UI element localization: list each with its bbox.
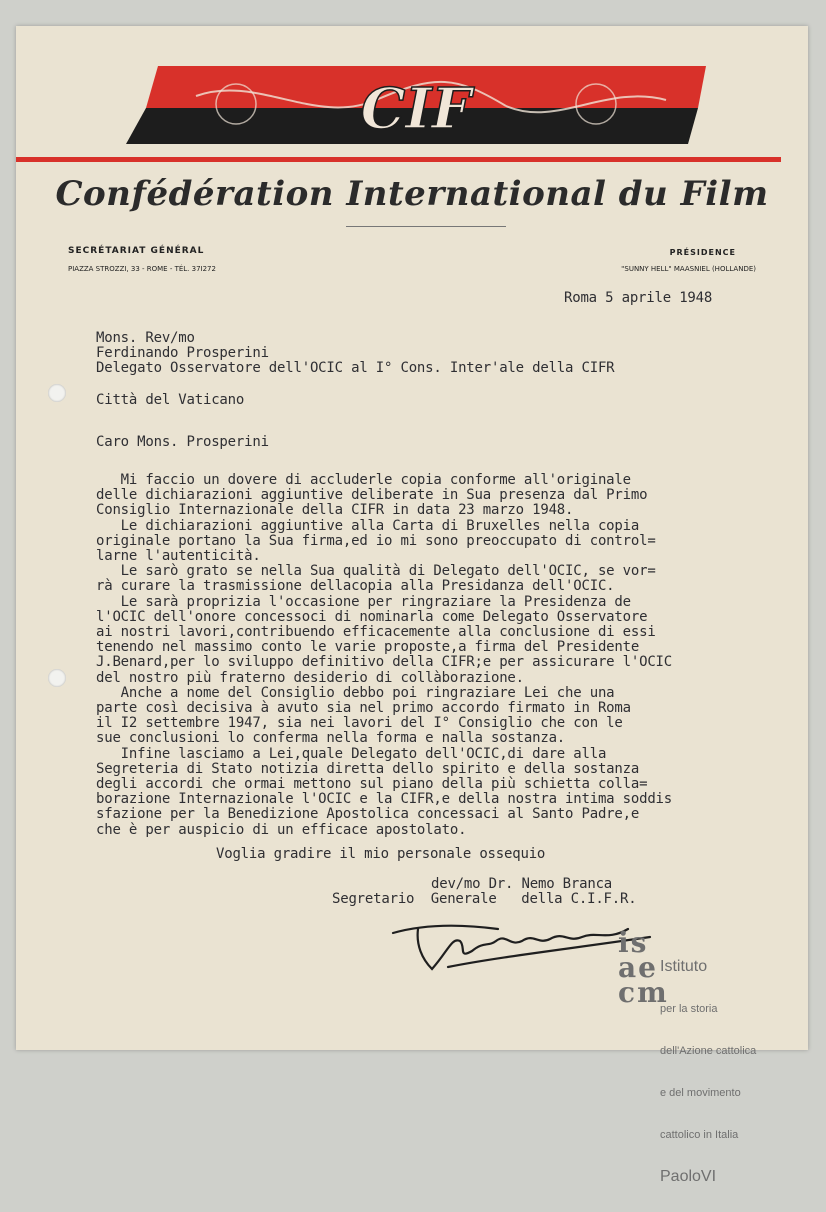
secretariat-address: PIAZZA STROZZI, 33 - ROME - TÉL. 37I272 <box>68 265 216 273</box>
punch-hole <box>48 669 66 687</box>
letterhead-rule <box>16 157 781 162</box>
body-line: rà curare la trasmissione dellacopia alla Presidanza dell'OCIC. <box>96 578 615 595</box>
body-line: Consiglio Internazionale della CIFR in data 23 marzo 1948. <box>96 502 574 519</box>
body-line: Segreteria di Stato notizia diretta dello spirito e della sostanza <box>96 760 640 777</box>
logo-text: CIF <box>360 76 472 142</box>
body-line: parte così decisiva à avuto sia nel primo accordo firmato in Roma <box>96 700 631 716</box>
body-line: degli accordi che ormai mettono sul piano della più schietta colla= <box>96 776 648 792</box>
signer-title: Segretario Generale della C.I.F.R. <box>332 891 637 907</box>
archive-watermark <box>618 926 768 1185</box>
body-line: il I2 settembre 1947, sia nei lavori del I° Consiglio che con le <box>96 715 623 732</box>
letter-date: Roma 5 aprile 1948 <box>564 290 713 306</box>
letter-sheet <box>16 26 808 1185</box>
body-line: borazione Internazionale l'OCIC e la CIFR,e della nostra intima soddis <box>96 791 673 808</box>
stamp-text: Istituto per la storia dell'Azione cattolica e del movimento cattolico in Italia PaoloVI <box>660 958 757 1185</box>
body-line: sfazione per la Benedizione Apostolica concessaci al Santo Padre,e <box>96 806 640 823</box>
organization-name: Confédération International du Film <box>55 174 769 214</box>
recipient-line: Mons. Rev/mo <box>96 330 195 346</box>
body-line: ai nostri lavori,contribuendo efficacemente alla conclusione di essi <box>96 624 656 640</box>
cif-logo-banner <box>126 66 706 146</box>
punch-hole <box>48 384 66 402</box>
body-line: l'OCIC dell'onore concessoci di nominarla come Delegato Osservatore <box>96 608 648 625</box>
signer-name: dev/mo Dr. Nemo Branca <box>431 876 613 892</box>
recipient-line: Delegato Osservatore dell'OCIC al I° Cons. Inter'ale della CIFR <box>96 360 615 376</box>
presidence-title: PRÉSIDENCE <box>669 248 736 257</box>
body-line: Mi faccio un dovere di accluderle copia conforme all'originale <box>96 472 631 488</box>
body-line: sue conclusioni lo conferma nella forma e nalla sostanza. <box>96 730 566 747</box>
salutation: Caro Mons. Prosperini <box>96 434 269 450</box>
body-line: del nostro più fraterno desiderio di collàborazione. <box>96 669 524 686</box>
body-line: che è per auspicio di un efficace apostolato. <box>96 821 467 838</box>
body-line: Le sarà propriziа l'occasione per ringraziare la Presidenza de <box>96 593 631 610</box>
divider <box>346 226 506 227</box>
body-line: delle dichiarazioni aggiuntive deliberate in Sua presenza dal Primo <box>96 487 648 504</box>
body-line: larne l'autenticità. <box>96 548 261 564</box>
presidence-address: "SUNNY HELL" MAASNIEL (HOLLANDE) <box>621 265 756 273</box>
recipient-city: Città del Vaticano <box>96 392 245 408</box>
stamp-logo: i s a e c m <box>618 926 667 1009</box>
recipient-line: Ferdinando Prosperini <box>96 345 269 361</box>
closing: Voglia gradire il mio personale ossequio <box>216 846 546 862</box>
body-line: Le dichiarazioni aggiuntive alla Carta di Bruxelles nella copia <box>96 517 640 534</box>
body-line: Le sarò grato se nella Sua qualità di Delegato dell'OCIC, se vor= <box>96 563 656 580</box>
body-line: J.Benard,per lo sviluppo definitivo della CIFR;e per assicurare l'OCIC <box>96 654 673 671</box>
body-line: tenendo nel massimo conto le varie proposte,a firma del Presidente <box>96 639 640 656</box>
body-line: Anche a nome del Consiglio debbo poi ringraziare Lei che una <box>96 684 615 701</box>
body-line: Infine lasciamo a Lei,quale Delegato dell'OCIC,di dare alla <box>96 745 607 762</box>
body-line: originale portano la Sua firma,ed io mi sono preoccupato di control= <box>96 532 656 549</box>
secretariat-title: SECRÉTARIAT GÉNÉRAL <box>68 246 205 256</box>
